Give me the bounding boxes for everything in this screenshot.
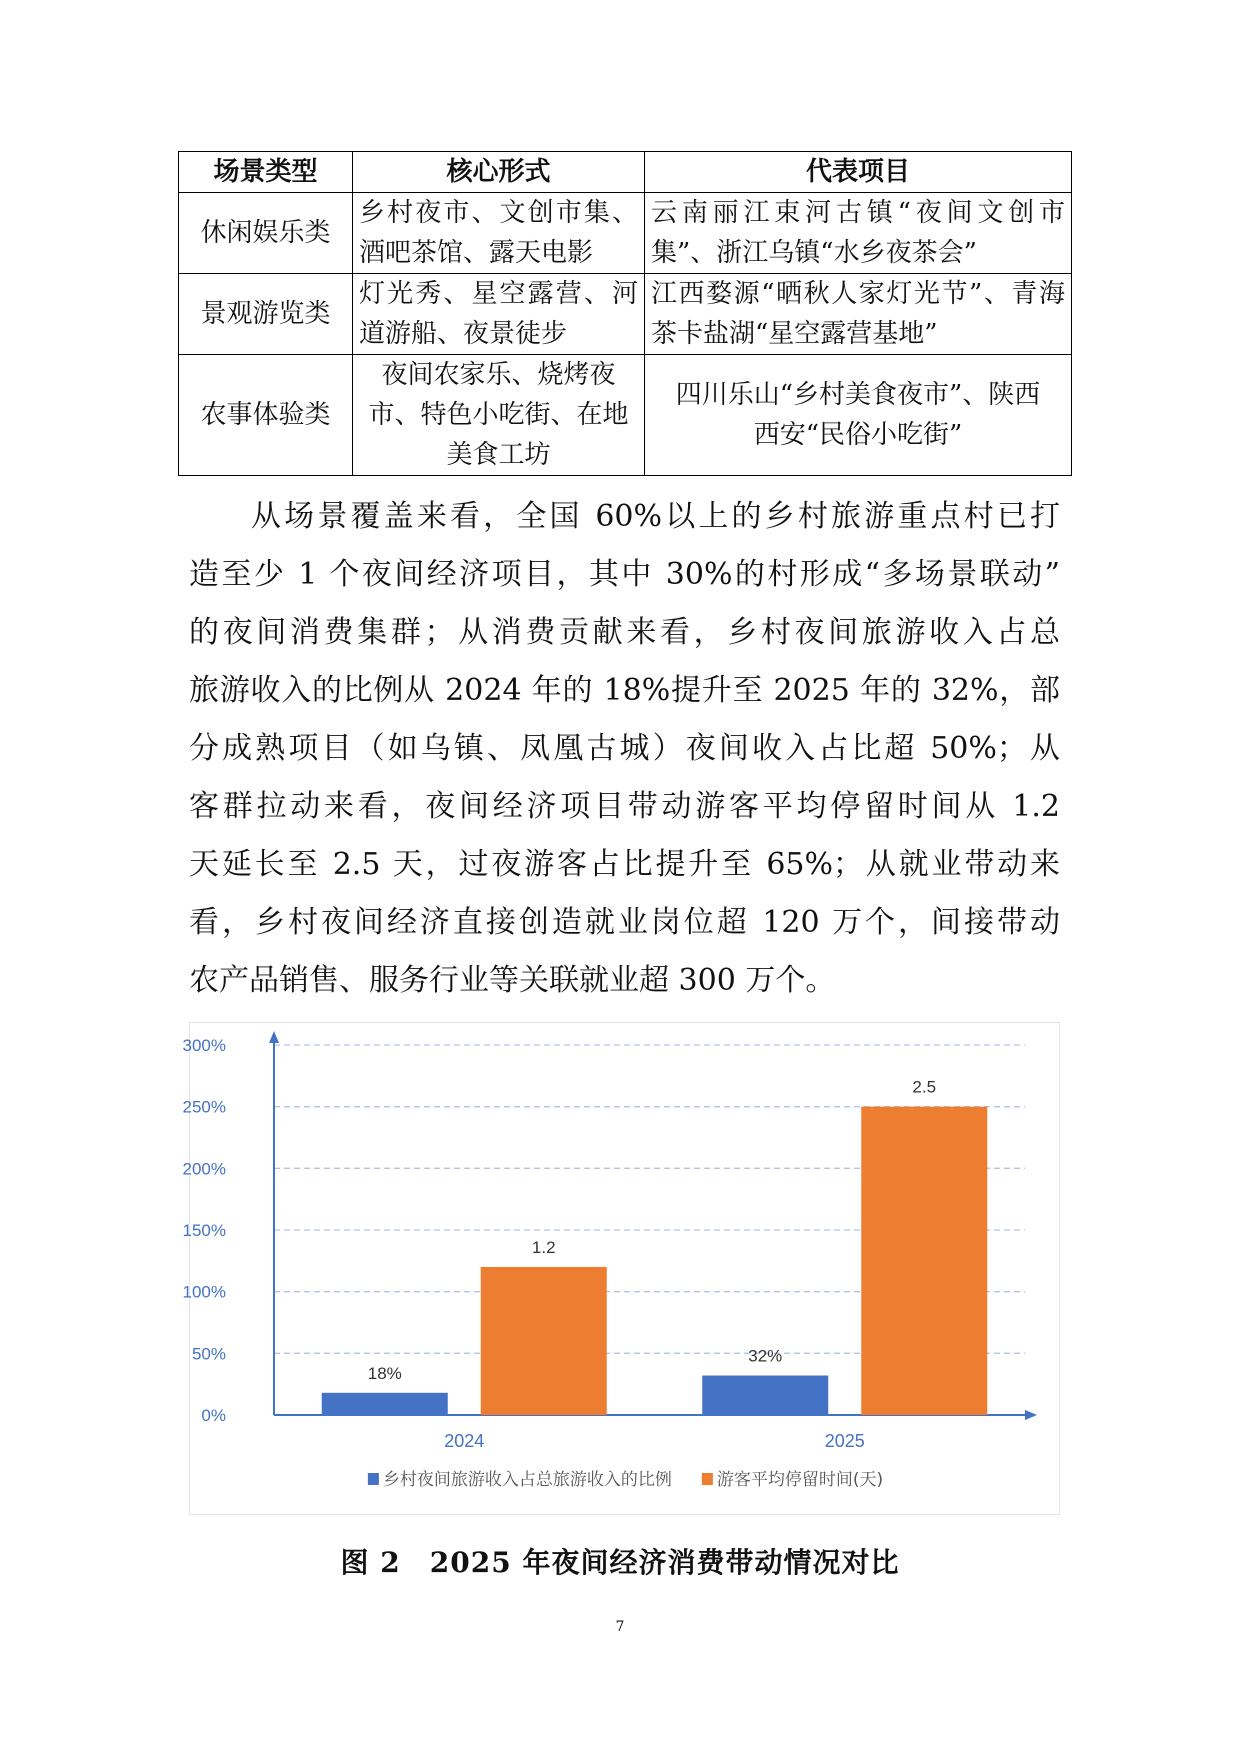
x-tick-label: 2024 xyxy=(444,1431,485,1451)
paragraph-line: 天延长至 2.5 天，过夜游客占比提升至 65%；从就业带动来 xyxy=(189,847,1060,882)
paragraph-line: 分成熟项目（如乌镇、凤凰古城）夜间收入占比超 50%；从 xyxy=(189,731,1060,766)
legend-label: 游客平均停留时间(天) xyxy=(716,1470,884,1490)
page-number: 7 xyxy=(615,1619,625,1635)
legend-swatch xyxy=(702,1473,713,1485)
paragraph-line: 旅游收入的比例从 2024 年的 18%提升至 2025 年的 32%，部 xyxy=(189,673,1060,708)
bar-revenue-share xyxy=(702,1376,828,1415)
y-axis-arrow-icon xyxy=(269,1031,279,1043)
paragraph-line: 造至少 1 个夜间经济项目，其中 30%的村形成“多场景联动” xyxy=(189,557,1060,592)
y-tick-label: 100% xyxy=(182,1282,226,1302)
table-row xyxy=(179,274,1072,355)
projects-cell: 云南丽江束河古镇“夜间文创市集”、浙江乌镇“水乡夜茶会” xyxy=(645,193,1072,274)
scene-type-cell: 景观游览类 xyxy=(179,274,353,355)
y-tick-label: 300% xyxy=(182,1036,226,1055)
x-axis-arrow-icon xyxy=(1025,1410,1037,1420)
data-label: 1.2 xyxy=(531,1238,556,1257)
scene-type-cell: 农事体验类 xyxy=(179,355,353,476)
y-tick-label: 50% xyxy=(191,1344,226,1364)
bar-stay-days xyxy=(861,1107,987,1415)
page-content xyxy=(178,151,1072,1635)
scene-table xyxy=(178,151,1072,476)
table-header-row xyxy=(179,152,1072,193)
paragraph-line: 从场景覆盖来看，全国 60%以上的乡村旅游重点村已打 xyxy=(251,499,1060,534)
bar-stay-days xyxy=(481,1267,607,1415)
scene-type-cell: 休闲娱乐类 xyxy=(179,193,353,274)
header-cell: 核心形式 xyxy=(353,152,645,193)
data-label: 2.5 xyxy=(912,1077,937,1097)
y-tick-label: 0% xyxy=(201,1406,226,1425)
legend-label: 乡村夜间旅游收入占总旅游收入的比例 xyxy=(382,1470,672,1490)
paragraph-line: 的夜间消费集群；从消费贡献来看，乡村夜间旅游收入占总 xyxy=(189,615,1060,650)
paragraph-line: 看，乡村夜间经济直接创造就业岗位超 120 万个，间接带动 xyxy=(189,905,1060,940)
figure-caption: 图 2 2025 年夜间经济消费带动情况对比 xyxy=(340,1546,900,1579)
header-cell: 场景类型 xyxy=(179,152,353,193)
core-forms-cell: 灯光秀、星空露营、河道游船、夜景徒步 xyxy=(353,274,645,355)
paragraph-line: 农产品销售、服务行业等关联就业超 300 万个。 xyxy=(189,963,836,998)
core-forms-cell: 夜间农家乐、烧烤夜市、特色小吃街、在地美食工坊 xyxy=(353,355,645,476)
table-row xyxy=(179,355,1072,476)
paragraph-line: 客群拉动来看，夜间经济项目带动游客平均停留时间从 1.2 xyxy=(189,789,1060,824)
core-forms-cell: 乡村夜市、文创市集、酒吧茶馆、露天电影 xyxy=(353,193,645,274)
legend-swatch xyxy=(368,1473,379,1485)
projects-cell: 江西婺源“晒秋人家灯光节”、青海茶卡盐湖“星空露营基地” xyxy=(645,274,1072,355)
bar-revenue-share xyxy=(322,1393,448,1415)
table-row xyxy=(179,193,1072,274)
y-tick-label: 200% xyxy=(182,1159,226,1179)
data-label: 18% xyxy=(367,1363,402,1383)
y-tick-label: 150% xyxy=(182,1221,226,1240)
x-tick-label: 2025 xyxy=(824,1431,865,1451)
projects-cell: 四川乐山“乡村美食夜市”、陕西西安“民俗小吃街” xyxy=(645,355,1072,476)
header-cell: 代表项目 xyxy=(645,152,1072,193)
body-paragraph xyxy=(189,488,1060,1010)
data-label: 32% xyxy=(748,1346,783,1366)
chart-canvas xyxy=(182,1023,1061,1516)
bar-chart xyxy=(182,1022,1060,1515)
y-tick-label: 250% xyxy=(182,1097,226,1117)
